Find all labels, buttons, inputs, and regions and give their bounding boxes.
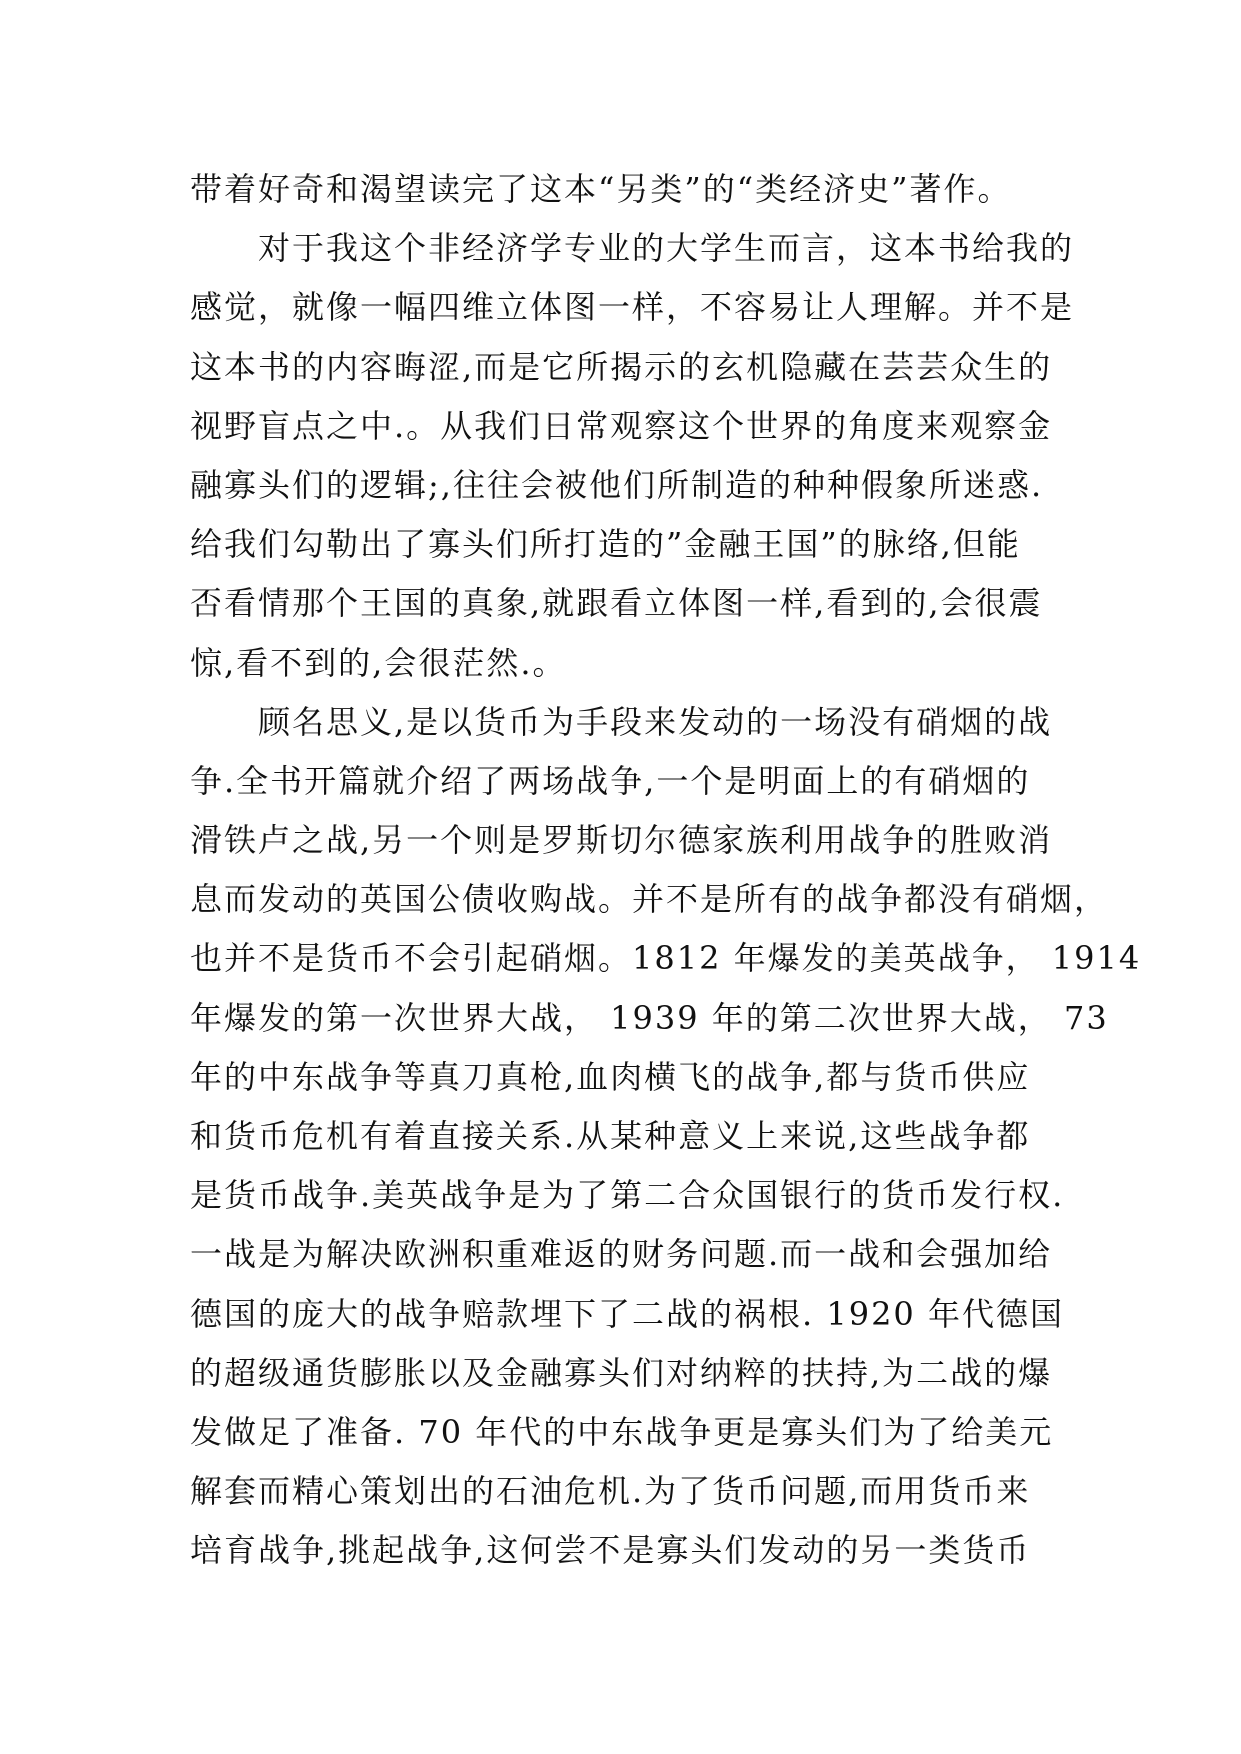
text-line: 是货币战争.美英战争是为了第二合众国银行的货币发行权. xyxy=(190,1176,1065,1215)
text-line: 年爆发的第一次世界大战， 1939 年的第二次世界大战， 73 xyxy=(190,998,1109,1037)
text-line: 发做足了准备. 70 年代的中东战争更是寡头们为了给美元 xyxy=(190,1412,1054,1451)
text-line: 否看情那个王国的真象,就跟看立体图一样,看到的,会很震 xyxy=(190,584,1043,623)
text-line: 对于我这个非经济学专业的大学生而言，这本书给我的 xyxy=(190,229,1075,268)
text-line: 的超级通货膨胀以及金融寡头们对纳粹的扶持,为二战的爆 xyxy=(190,1353,1053,1392)
text-line: 视野盲点之中.。从我们日常观察这个世界的角度来观察金 xyxy=(190,406,1053,445)
text-line: 解套而精心策划出的石油危机.为了货币问题,而用货币来 xyxy=(190,1472,1031,1511)
body-text xyxy=(190,160,1142,1581)
text-line: 给我们勾勒出了寡头们所打造的”金融王国”的脉络,但能 xyxy=(190,525,1021,564)
text-line: 这本书的内容晦涩,而是它所揭示的玄机隐藏在芸芸众生的 xyxy=(190,347,1053,386)
text-line: 惊,看不到的,会很茫然.。 xyxy=(190,643,567,682)
text-line: 一战是为解决欧洲积重难返的财务问题.而一战和会强加给 xyxy=(190,1235,1053,1274)
text-line: 也并不是货币不会引起硝烟。1812 年爆发的美英战争， 1914 xyxy=(190,939,1142,978)
text-line: 和货币危机有着直接关系.从某种意义上来说,这些战争都 xyxy=(190,1117,1031,1155)
text-line: 年的中东战争等真刀真枪,血肉横飞的战争,都与货币供应 xyxy=(190,1057,1031,1096)
text-line: 滑铁卢之战,另一个则是罗斯切尔德家族利用战争的胜败消 xyxy=(190,821,1053,860)
text-line: 德国的庞大的战争赔款埋下了二战的祸根. 1920 年代德国 xyxy=(190,1294,1064,1333)
text-line: 融寡头们的逻辑;,往往会被他们所制造的种种假象所迷惑. xyxy=(190,465,1044,504)
text-line: 培育战争,挑起战争,这何尝不是寡头们发动的另一类货币 xyxy=(190,1531,1031,1570)
text-line: 感觉，就像一幅四维立体图一样，不容易让人理解。并不是 xyxy=(190,288,1075,327)
text-line: 顾名思义,是以货币为手段来发动的一场没有硝烟的战 xyxy=(190,702,1053,741)
text-line: 息而发动的英国公债收购战。并不是所有的战争都没有硝烟， xyxy=(190,880,1109,919)
text-line: 带着好奇和渴望读完了这本“另类”的“类经济史”著作。 xyxy=(190,170,1012,208)
text-line: 争.全书开篇就介绍了两场战争,一个是明面上的有硝烟的 xyxy=(190,761,1031,800)
